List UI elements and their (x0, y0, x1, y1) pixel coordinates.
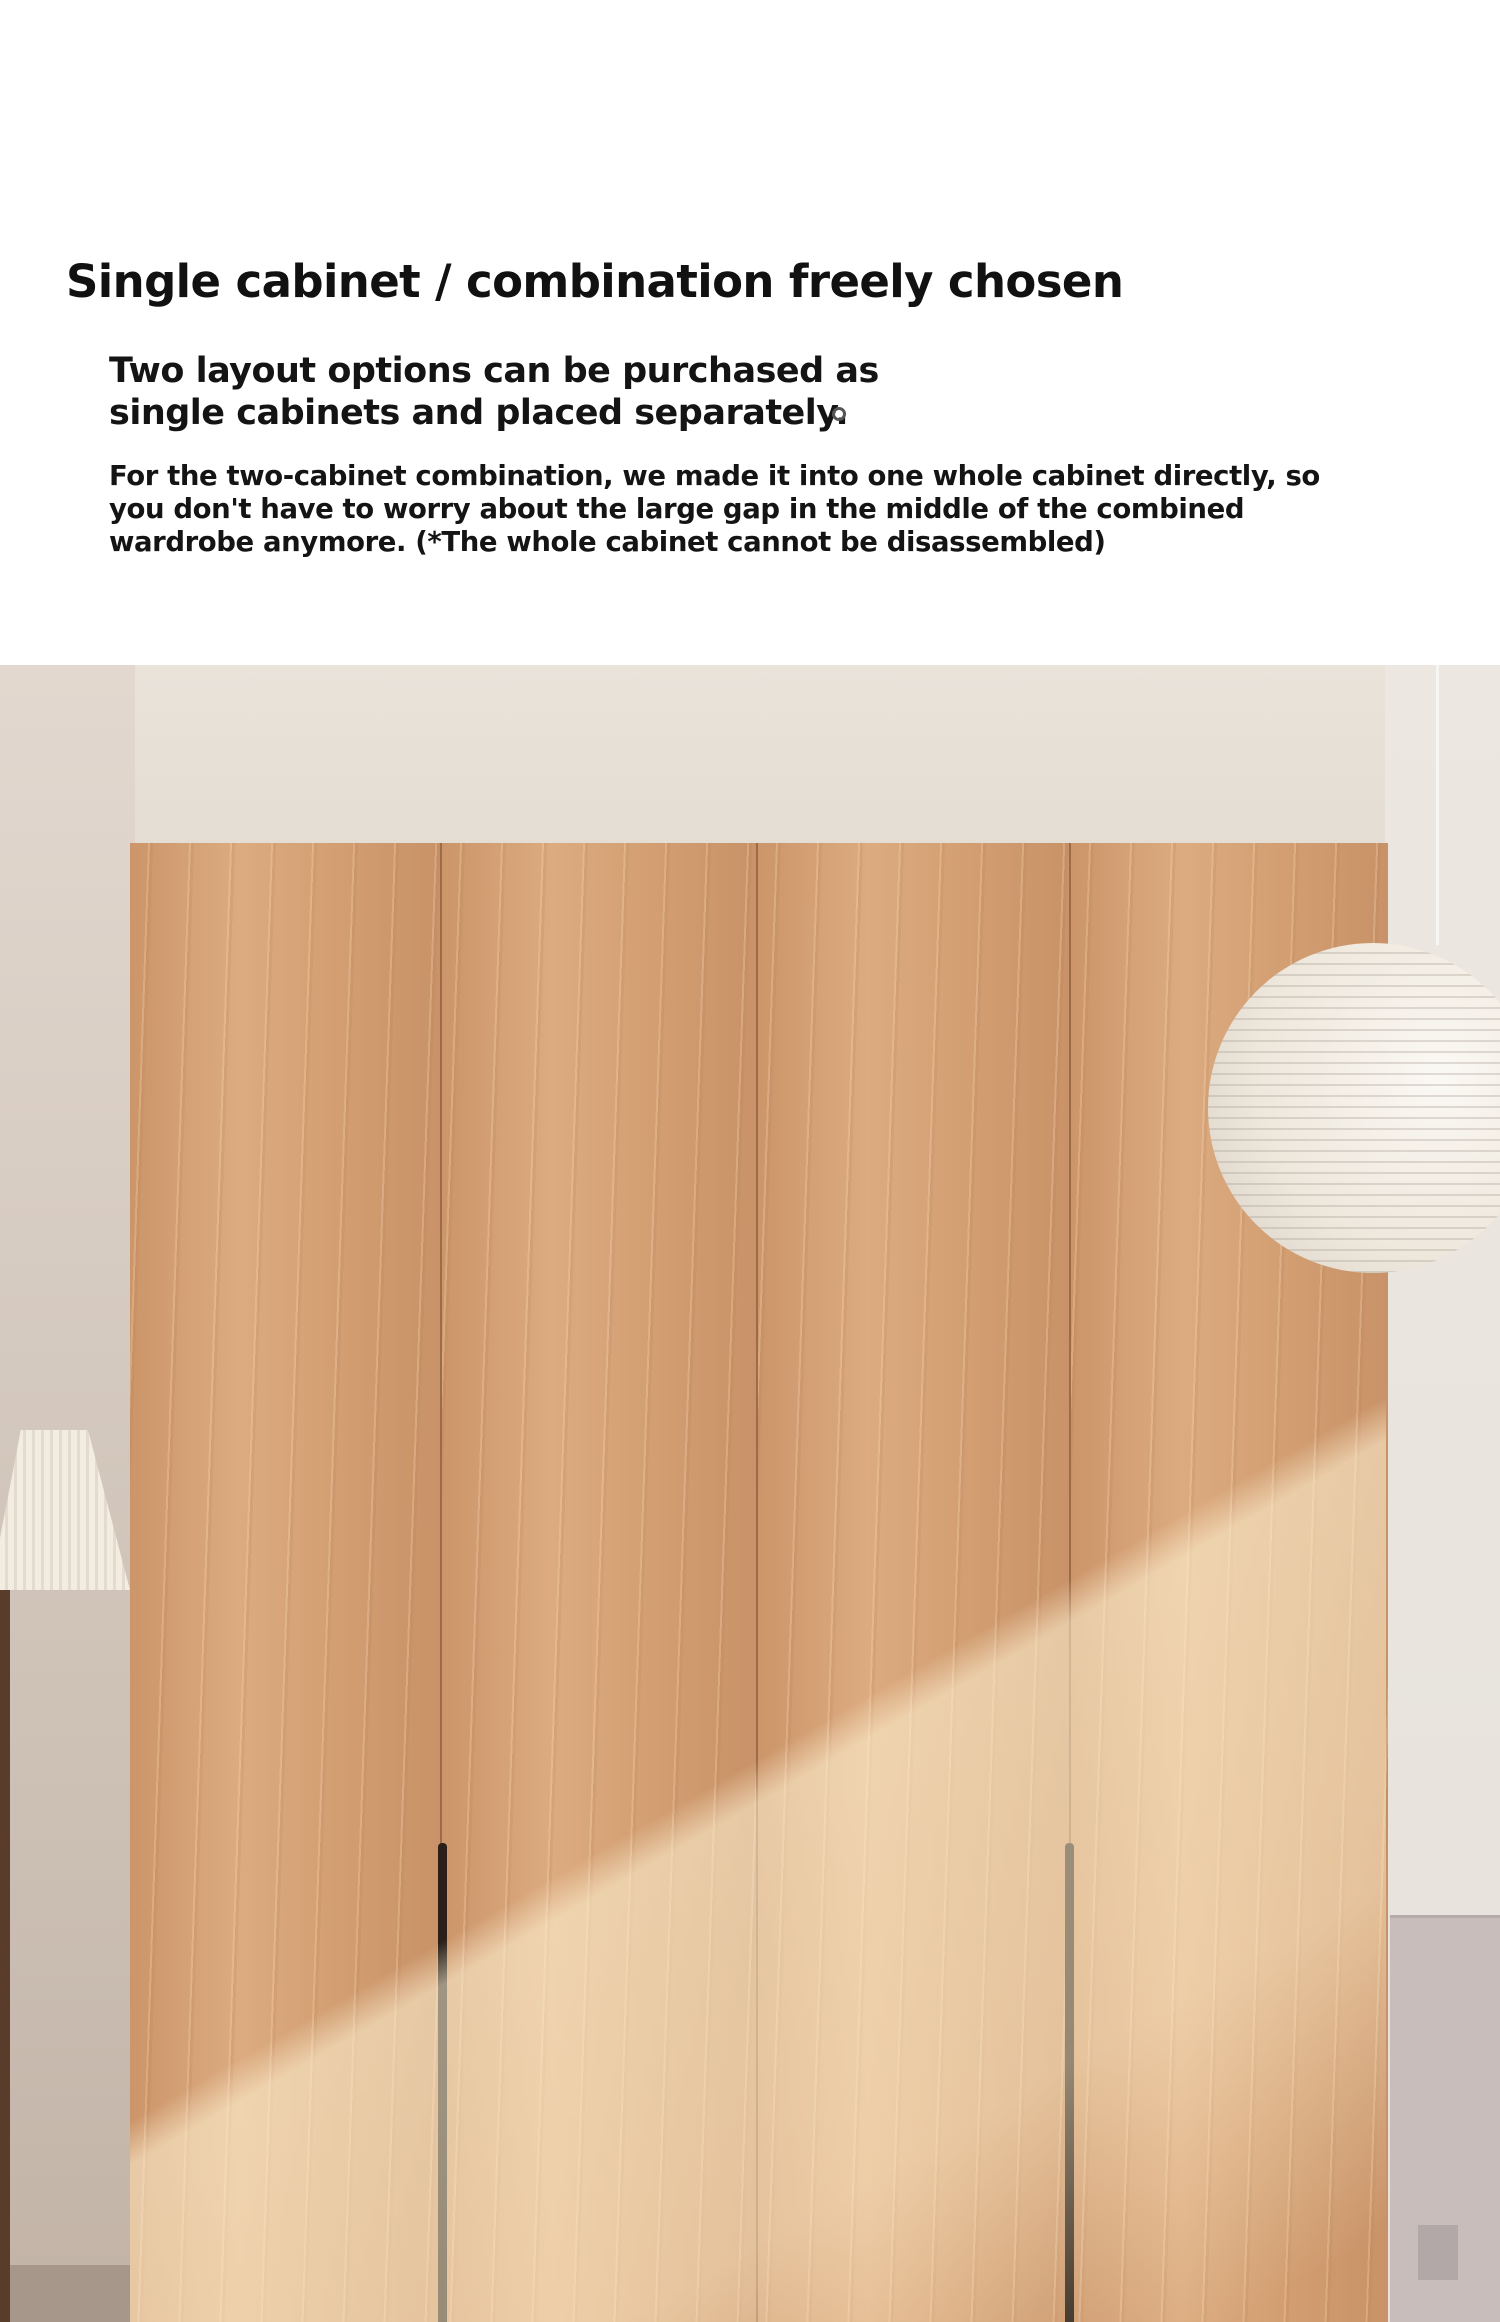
description-text (109, 460, 1349, 559)
pendant-cord (1436, 665, 1439, 945)
door-handle (438, 1843, 447, 2322)
wardrobe-door-3 (756, 843, 1071, 2322)
description-section (0, 0, 1500, 665)
wardrobe-door-2 (440, 843, 758, 2322)
baseboard (0, 2265, 135, 2322)
door-handle (1065, 1843, 1074, 2322)
description-line-2: you don't have to worry about the large gap in the middle of the combined (109, 493, 1245, 525)
description-line-1: For the two-cabinet combination, we made it into one whole cabinet directly, so (109, 460, 1320, 492)
subtitle-line-1: Two layout options can be purchased as (109, 351, 879, 391)
ring-icon (832, 407, 846, 421)
wardrobe-door-1 (130, 843, 440, 2322)
table-lamp-stand (0, 1590, 10, 2322)
subtitle-line-2: single cabinets and placed separately. (109, 393, 849, 433)
subtitle (109, 350, 929, 434)
description-line-3: wardrobe anymore. (*The whole cabinet cannot be disassembled) (109, 526, 1106, 558)
outlet-icon (1418, 2225, 1458, 2280)
wardrobe (130, 843, 1386, 2322)
wardrobe-photo (0, 665, 1500, 2322)
page-title: Single cabinet / combination freely chosen (66, 255, 1124, 308)
